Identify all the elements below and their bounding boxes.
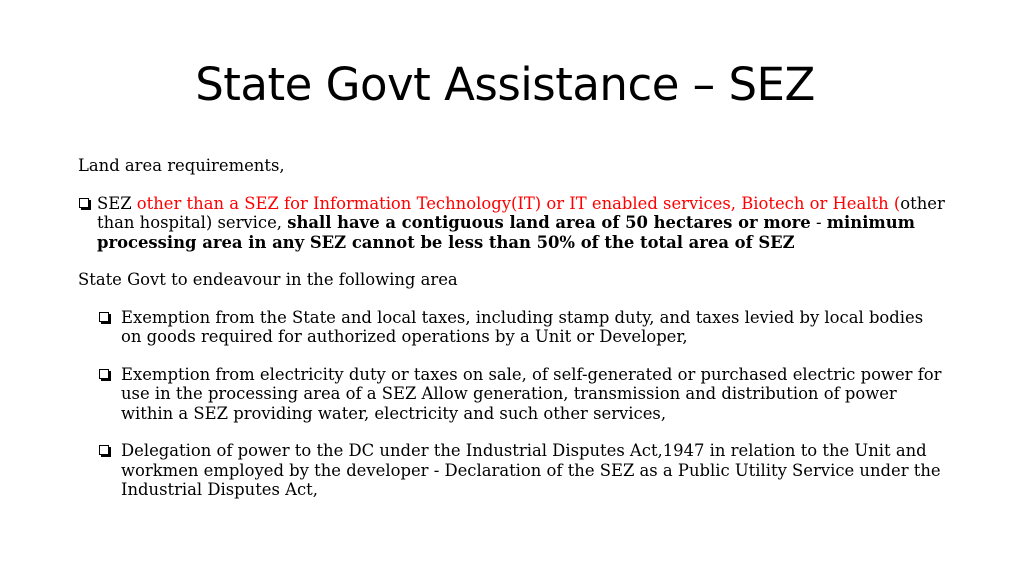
list-item-text: Delegation of power to the DC under the Industrial Disputes Act,1947 in relation to the Unit and workmen employed by the developer - Declaration of the SEZ as a Public Utility Service under the Industrial Disputes Act, [121, 441, 941, 499]
slide-body [78, 156, 948, 518]
slide-title: State Govt Assistance – SEZ [195, 58, 815, 111]
list-item-text: Exemption from electricity duty or taxes on sale, of self-generated or purchased electric power for use in the processing area of a SEZ Allow generation, transmission and distribution of power within a SEZ providing water, electricity and such other services, [121, 364, 942, 423]
checkbox-square-icon [79, 198, 89, 208]
sez-bullet [78, 194, 948, 253]
checkbox-square-icon [99, 369, 109, 379]
list-item-text: Exemption from the State and local taxes, including stamp duty, and taxes levied by local bodies on goods required for authorized operations by a Unit or Developer, [121, 307, 924, 346]
sez-text-5: - [810, 213, 827, 232]
sez-text-3: other than hospital) service, [97, 193, 945, 232]
checkbox-square-icon [99, 312, 109, 322]
list-item [78, 365, 948, 424]
list-item [78, 441, 948, 500]
sez-text-bold-2: minimum processing area in any SEZ cannot be less than 50% of the total area of SEZ [97, 213, 916, 252]
sez-text-bold-1: shall have a contiguous land area of 50 hectares or more [287, 213, 811, 232]
checkbox-square-icon [99, 445, 109, 455]
list-item [78, 308, 948, 347]
sez-text-1: SEZ [97, 193, 137, 213]
state-govt-heading: State Govt to endeavour in the following area [78, 270, 458, 289]
sez-text-highlight: other than a SEZ for Information Technology(IT) or IT enabled services, Biotech or Health ( [136, 193, 901, 213]
intro-text: Land area requirements, [78, 156, 285, 175]
